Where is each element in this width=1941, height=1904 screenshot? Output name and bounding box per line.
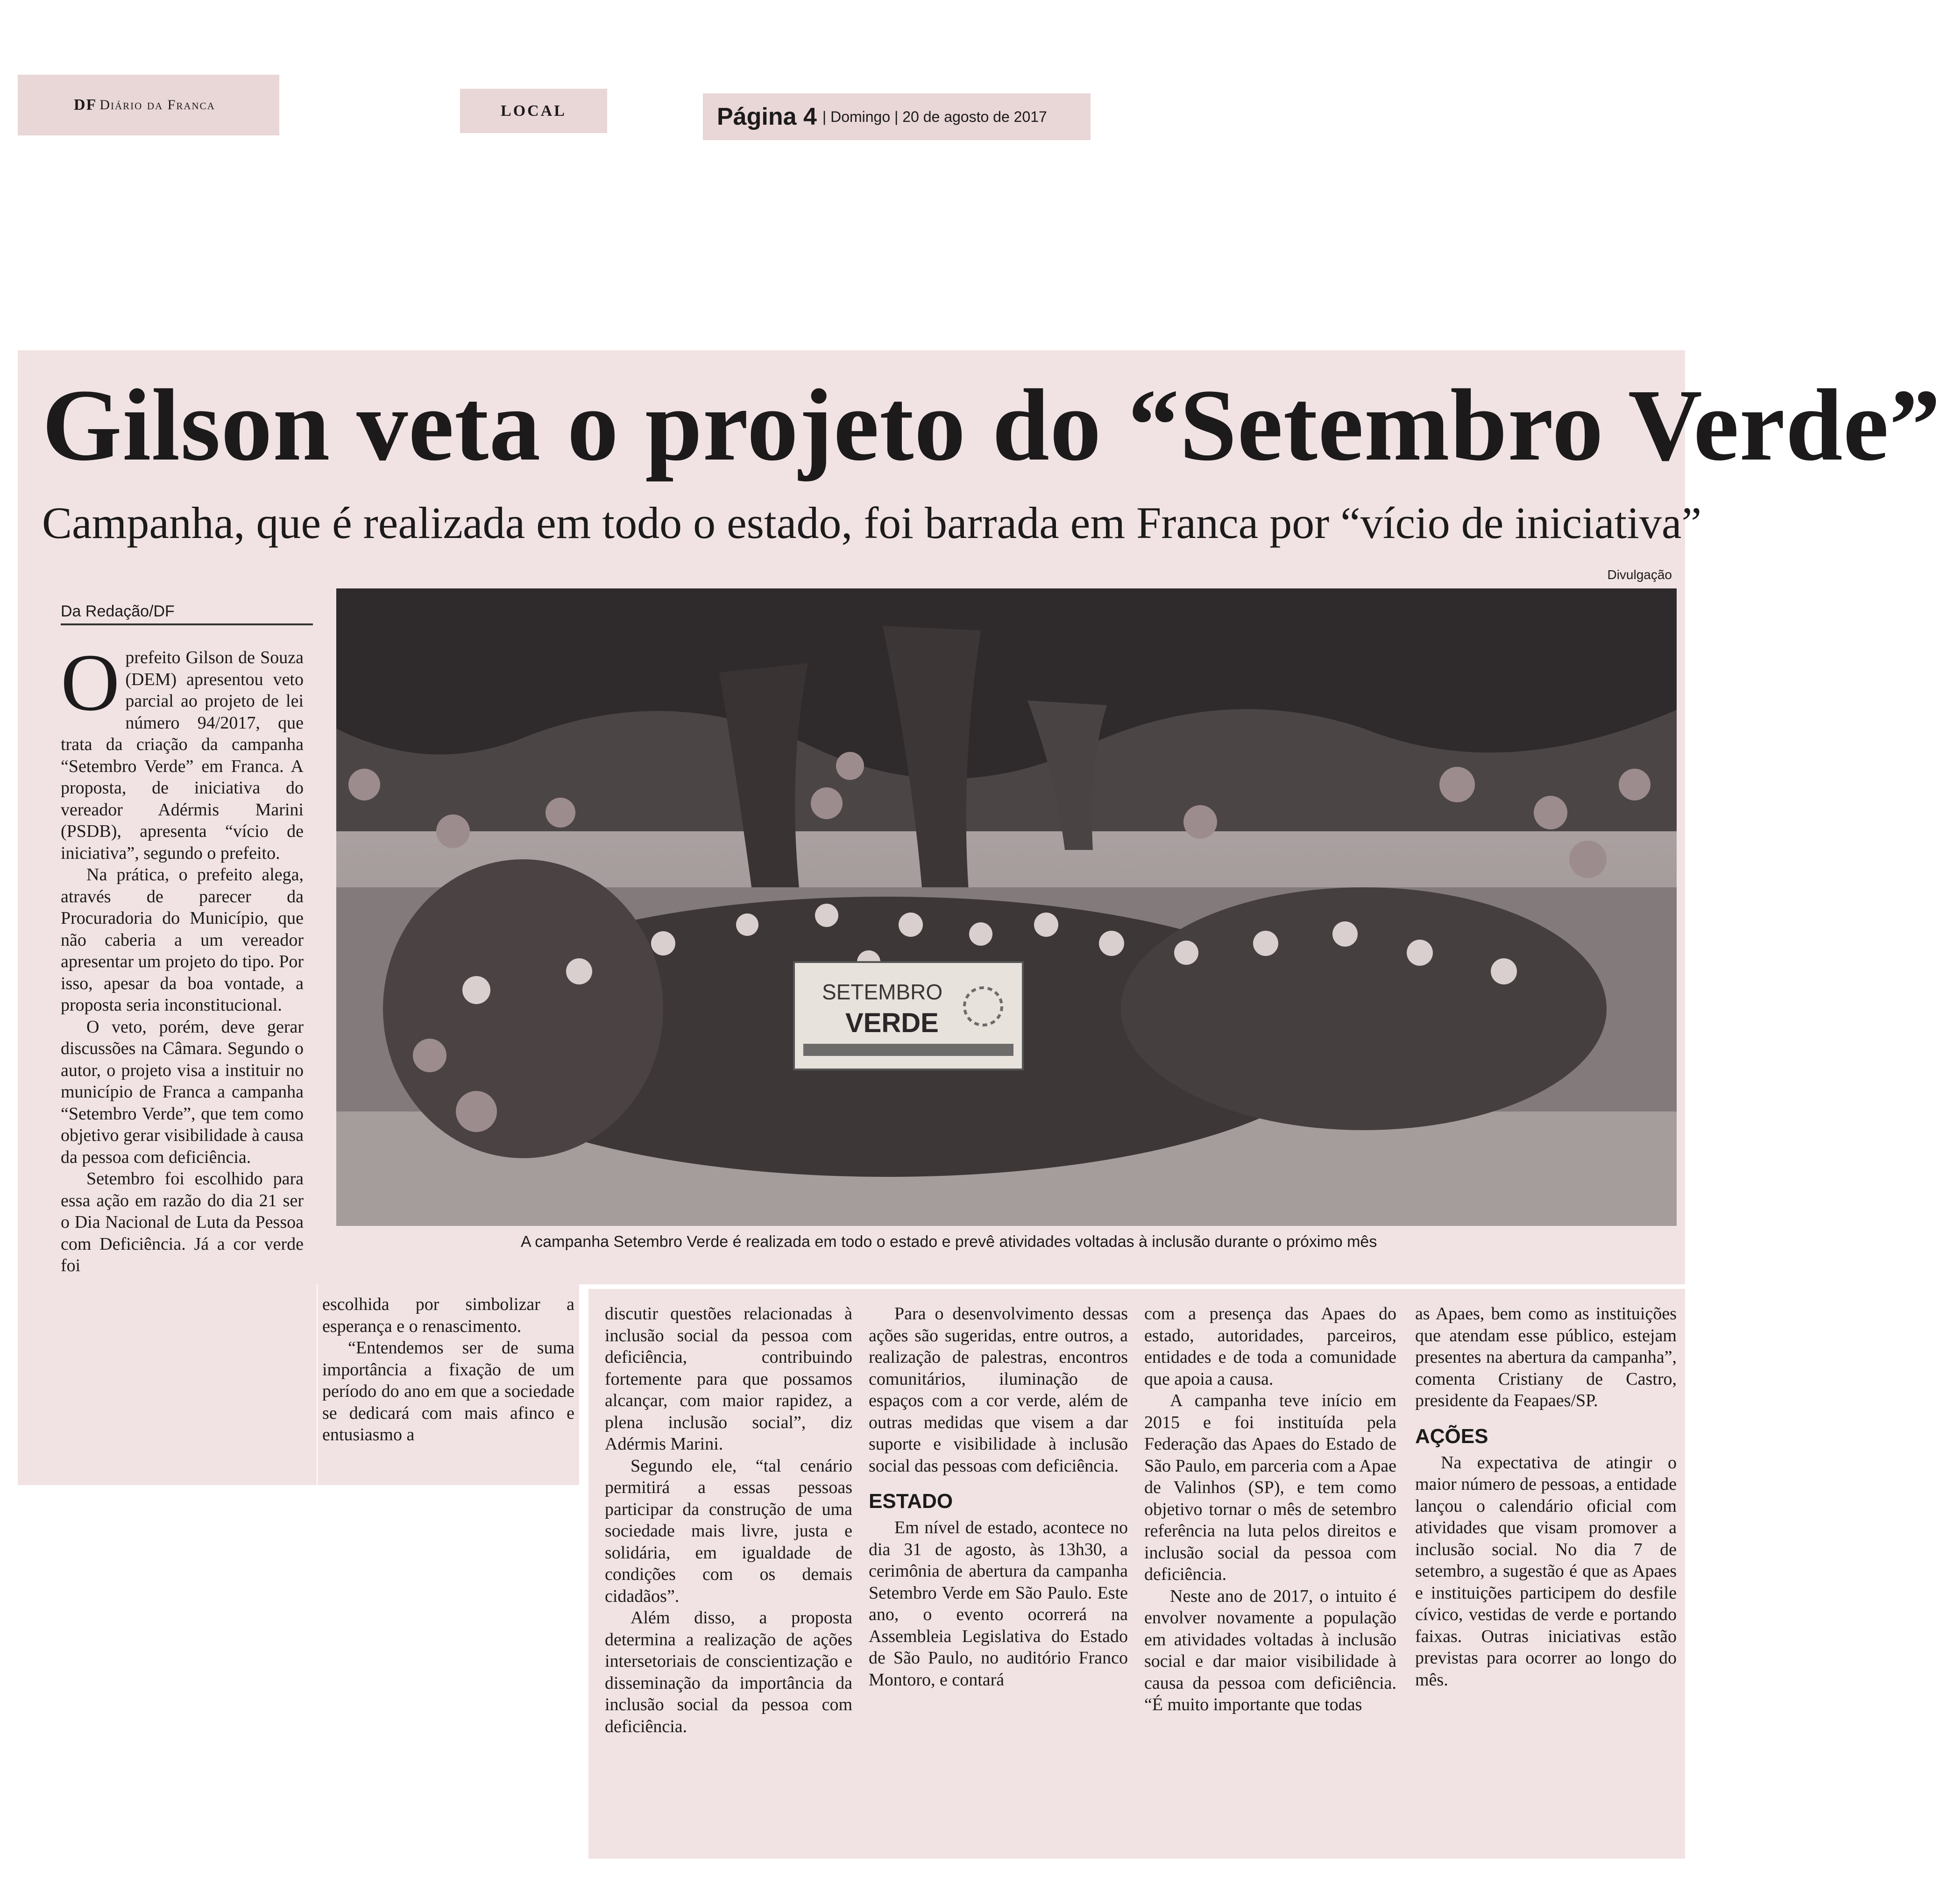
paragraph-12: com a presença das Apaes do estado, autoridades, parceiros, entidades e de toda a comunidade que apoia a causa. xyxy=(1144,1304,1396,1389)
paragraph-10: Para o desenvolvimento dessas ações são sugeridas, entre outros, a realização de palestras, encontros comunitários, iluminação de espaços com a cor verde, além de outras medidas que visem a dar suporte e visibilidade à inclusão social das pessoas com deficiência. xyxy=(869,1304,1128,1476)
page-date: | Domingo | 20 de agosto de 2017 xyxy=(822,108,1047,125)
paragraph-11: Em nível de estado, acontece no dia 31 de agosto, às 13h30, a cerimônia de abertura da campanha Setembro Verde em São Paulo. Este ano, o evento ocorrerá na Assembleia Legislativa do Estado de São Paulo, no auditório Franco Montoro, e contará xyxy=(869,1518,1128,1690)
paragraph-3: O veto, porém, deve gerar discussões na Câmara. Segundo o autor, o projeto visa a instituir no município de Franca a campanha “Setembro Verde”, que tem como objetivo gerar visibilidade à causa da pessoa com deficiência. xyxy=(61,1017,304,1167)
paragraph-13: A campanha teve início em 2015 e foi instituída pela Federação das Apaes do Estado de São Paulo, em parceria com a Apae de Valinhos (SP), e tem como objetivo tornar o mês de setembro referência na luta pelos direitos e inclusão social da pessoa com deficiência. xyxy=(1144,1391,1396,1584)
paragraph-7: discutir questões relacionadas à inclusão social da pessoa com deficiência, contribuindo fortemente para que possamos alcançar, com maior rapidez, a plena inclusão social”, diz Adérmis Marini. xyxy=(605,1304,852,1454)
article-column-5 xyxy=(1144,1303,1396,1716)
paragraph-5: escolhida por simbolizar a esperança e o renascimento. xyxy=(322,1295,574,1336)
drop-cap: O xyxy=(61,637,120,728)
page-info xyxy=(703,93,1091,140)
paragraph-1-text: prefeito Gilson de Souza (DEM) apresentou veto parcial ao projeto de lei número 94/2017, que trata da criação da campanha “Setembro Verde” em Franca. A proposta, de iniciativa do vereador Adérmis Marini (PSDB), apresenta “vício de iniciativa”, segundo o prefeito. xyxy=(61,648,304,863)
photo-caption: A campanha Setembro Verde é realizada em todo o estado e prevê atividades voltadas à inclusão durante o próximo mês xyxy=(521,1233,1377,1251)
byline: Da Redação/DF xyxy=(61,602,313,625)
article-column-6 xyxy=(1415,1303,1677,1691)
section-heading-estado: ESTADO xyxy=(869,1490,953,1513)
article-column-1 xyxy=(61,637,304,1277)
paragraph-4: Setembro foi escolhido para essa ação em razão do dia 21 ser o Dia Nacional de Luta da Pessoa com Deficiência. Já a cor verde foi xyxy=(61,1169,304,1275)
article-column-4 xyxy=(869,1303,1128,1691)
article-column-3 xyxy=(605,1303,852,1737)
article-column-2 xyxy=(322,1294,574,1446)
paragraph-6: “Entendemos ser de suma importância a fixação de um período do ano em que a sociedade se dedicará com mais afinco e entusiasmo a xyxy=(322,1338,574,1444)
logo-name: Diário da Franca xyxy=(99,97,215,113)
campaign-sign xyxy=(794,962,1023,1069)
subheadline: Campanha, que é realizada em todo o estado, foi barrada em Franca por “vício de iniciativa” xyxy=(42,498,1702,548)
newspaper-logo xyxy=(18,75,279,135)
paragraph-8: Segundo ele, “tal cenário permitirá a essas pessoas participar da construção de uma sociedade mais livre, justa e solidária, em igualdade de condições com os demais cidadãos”. xyxy=(605,1456,852,1606)
logo-abbreviation: DF xyxy=(74,96,97,113)
clipping-left-column-block xyxy=(18,1280,317,1485)
campaign-sign-graphic xyxy=(794,962,1023,1069)
headline: Gilson veta o projeto do “Setembro Verde” xyxy=(42,368,1941,482)
sign-line-1: SETEMBRO xyxy=(822,980,943,1004)
section-label: LOCAL xyxy=(460,89,607,133)
paragraph-2: Na prática, o prefeito alega, através de parecer da Procuradoria do Município, que não caberia a um vereador apresentar um projeto do tipo. Por isso, apesar da boa vontade, a proposta seria inconstitucional. xyxy=(61,865,304,1015)
article-photo xyxy=(336,588,1677,1226)
paragraph-15: as Apaes, bem como as instituições que atendam esse público, estejam presentes na abertura da campanha”, comenta Cristiany de Castro, presidente da Feapaes/SP. xyxy=(1415,1304,1677,1410)
paragraph-14: Neste ano de 2017, o intuito é envolver novamente a população em atividades voltadas à inclusão social e dar maior visibilidade à causa da pessoa com deficiência. “É muito importante que todas xyxy=(1144,1586,1396,1714)
paragraph-16: Na expectativa de atingir o maior número de pessoas, a entidade lançou o calendário oficial com atividades que visam promover a inclusão social. No dia 7 de setembro, a sugestão é que as Apaes e instituições participem do desfile cívico, vestidas de verde e portando faixas. Outras iniciativas estão previstas para ocorrer ao longo do mês. xyxy=(1415,1452,1677,1690)
paragraph-9: Além disso, a proposta determina a realização de ações intersetoriais de conscientização e disseminação da importância da inclusão social da pessoa com deficiência. xyxy=(605,1608,852,1736)
page-number: Página 4 xyxy=(717,103,817,130)
section-heading-acoes: AÇÕES xyxy=(1415,1424,1488,1448)
photo-credit: Divulgação xyxy=(1607,567,1672,582)
paragraph-1 xyxy=(61,637,304,864)
sign-line-2: VERDE xyxy=(845,1008,939,1038)
